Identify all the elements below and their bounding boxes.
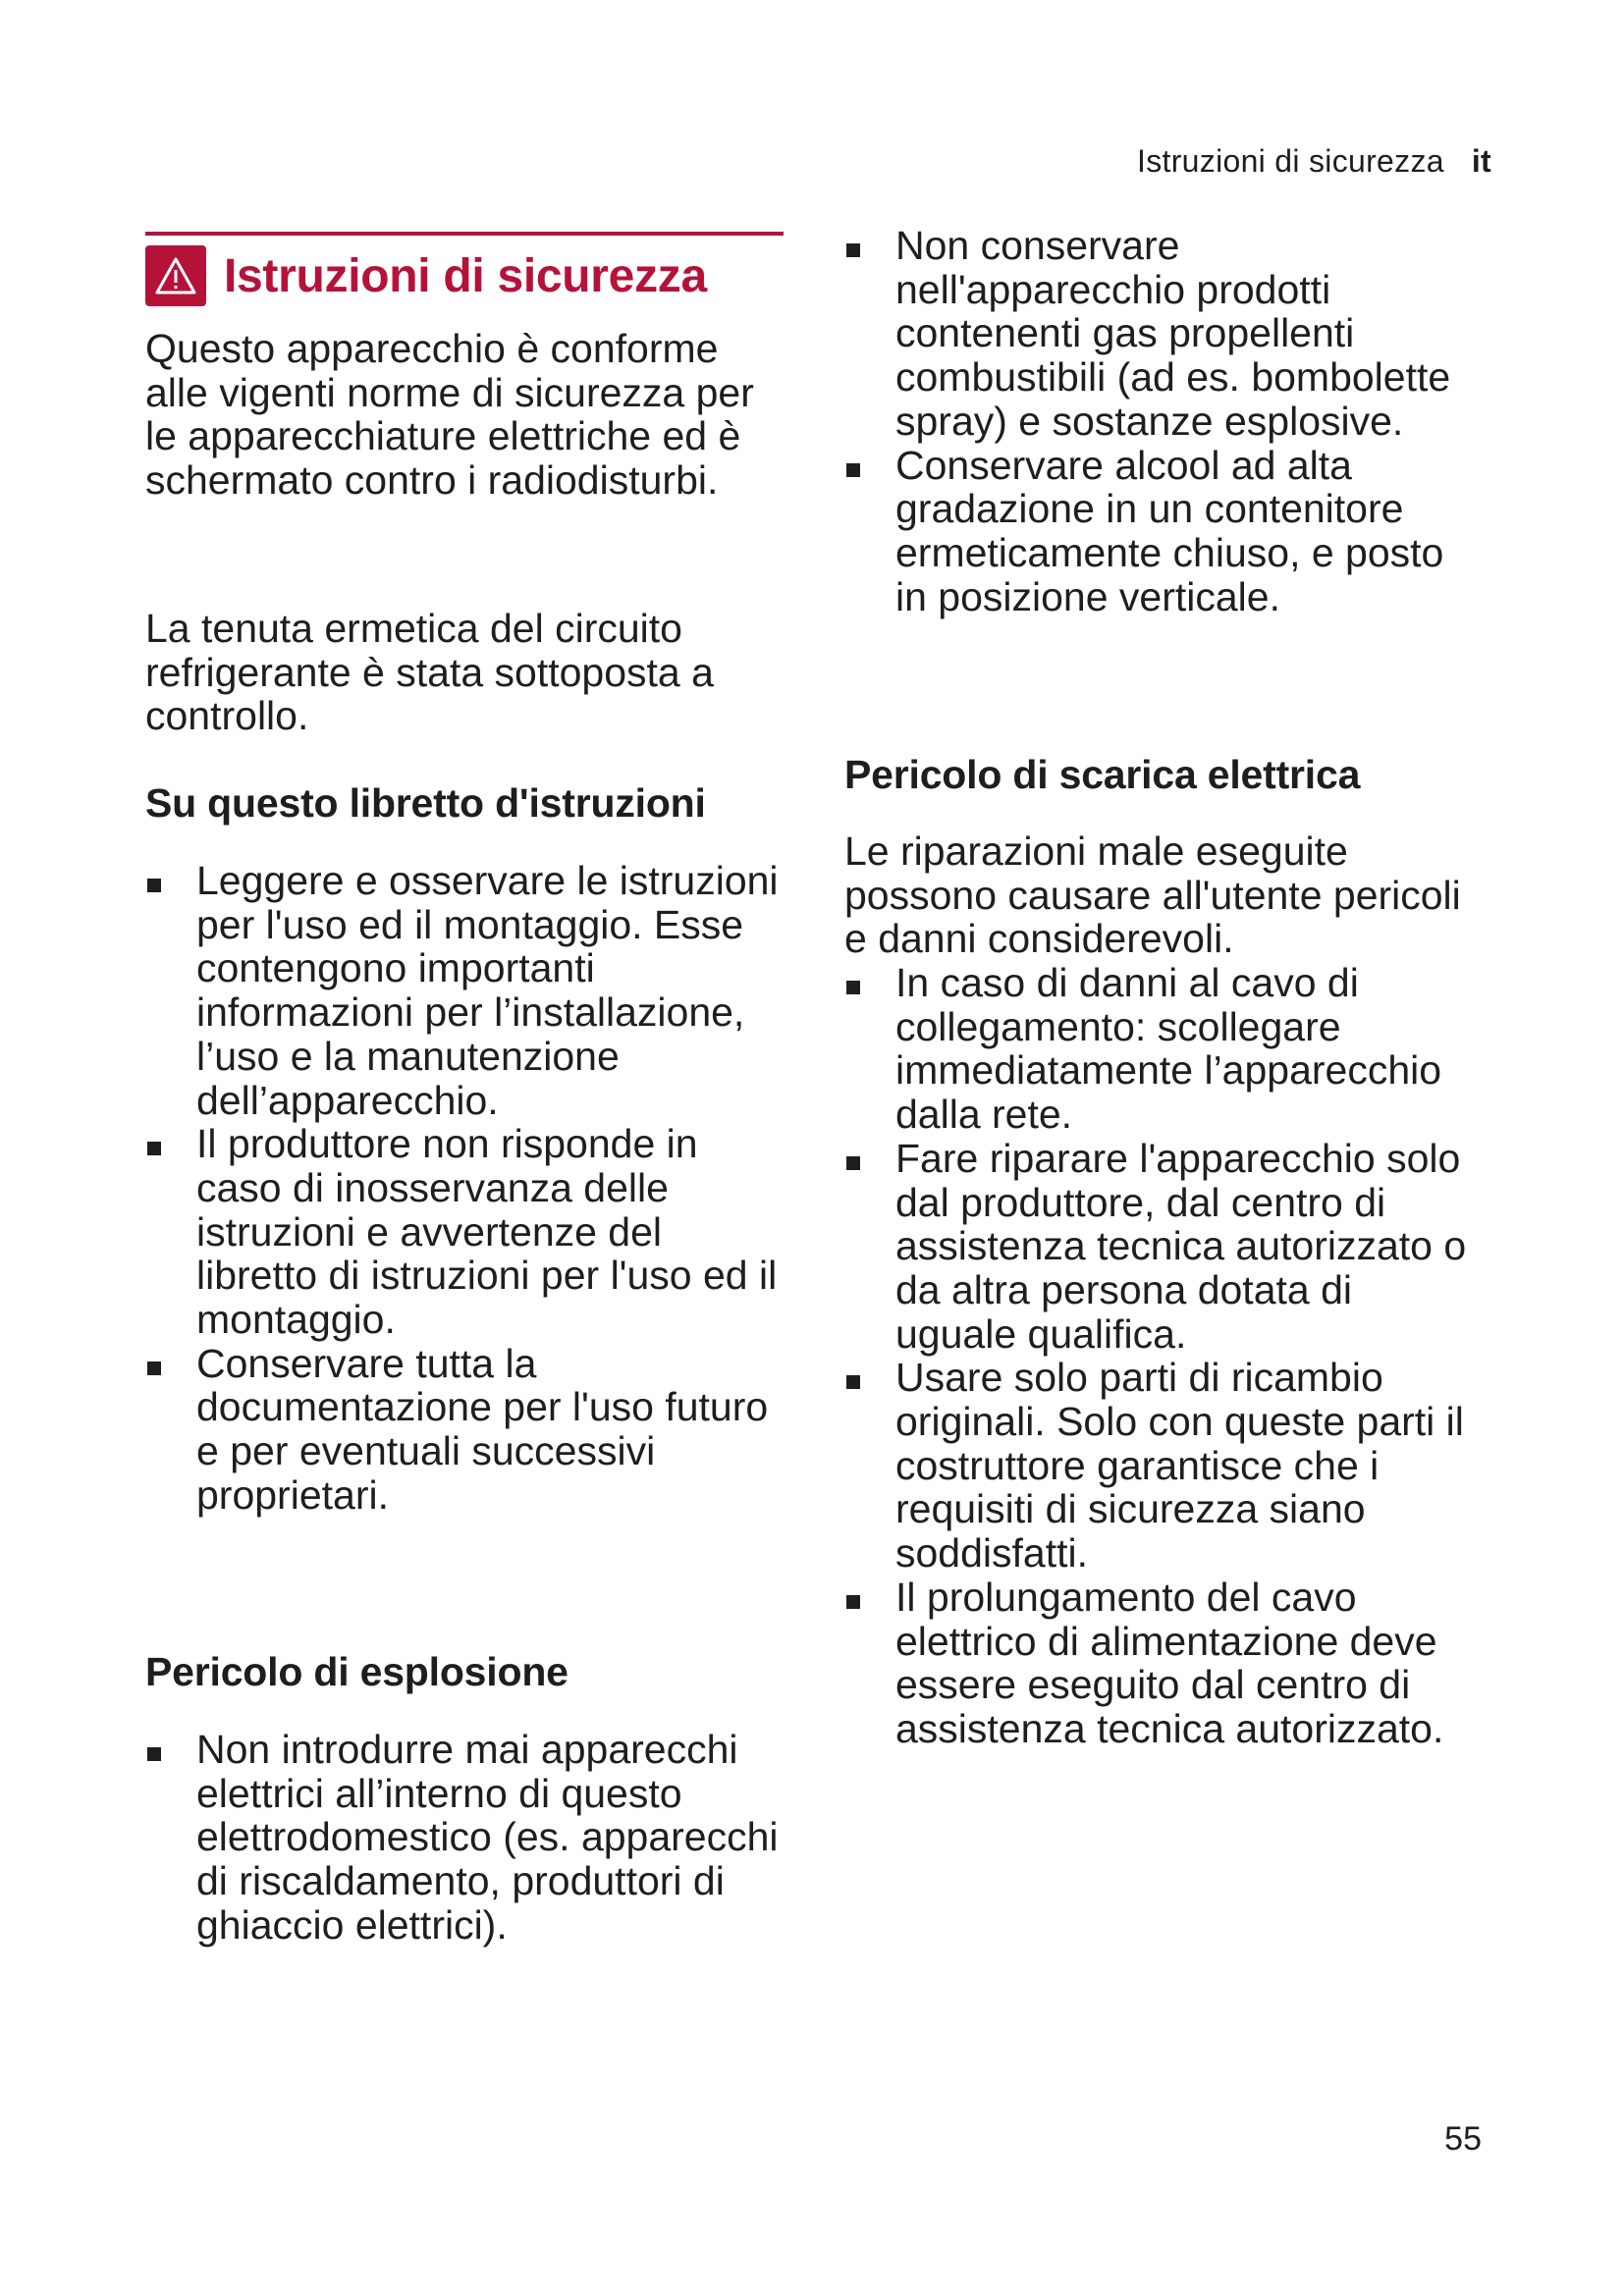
list-item: Non conservare nell'apparecchio prodotti contenenti gas propellenti combustibili (ad es. bombolette spray) e sostanze esplosive. <box>844 224 1473 444</box>
bullet-square-icon <box>846 463 860 477</box>
bullet-square-icon <box>147 1142 161 1155</box>
list-item: Usare solo parti di ricambio originali. Solo con queste parti il costruttore garantisce che i requisiti di sicurezza siano soddisfatti. <box>844 1356 1473 1575</box>
explosion-list-right <box>844 224 1473 618</box>
page-number: 55 <box>1444 2120 1482 2158</box>
list-item: Leggere e osservare le istruzioni per l'uso ed il montaggio. Esse contengono importanti informazioni per l’installazione, l’uso e la manutenzione dell’apparecchio. <box>145 859 793 1122</box>
running-header <box>1137 143 1491 180</box>
list-item: Conservare tutta la documentazione per l'uso futuro e per eventuali successivi proprietari. <box>145 1342 793 1518</box>
language-code: it <box>1471 143 1491 179</box>
warning-triangle-icon <box>145 245 206 306</box>
bullet-square-icon <box>846 1595 860 1609</box>
list-item: Conservare alcool ad alta gradazione in un contenitore ermeticamente chiuso, e posto in posizione verticale. <box>844 444 1473 619</box>
electric-intro-paragraph: Le riparazioni male eseguite possono causare all'utente pericoli e danni considerevoli. <box>844 828 1461 962</box>
section-title <box>145 232 784 306</box>
list-item: In caso di danni al cavo di collegamento: scollegare immediatamente l’apparecchio dalla rete. <box>844 961 1473 1137</box>
intro-paragraph-2: La tenuta ermetica del circuito refrigerante è stata sottoposta a controllo. <box>145 606 714 739</box>
bullet-square-icon <box>147 1747 161 1761</box>
list-item: Il produttore non risponde in caso di inosservanza delle istruzioni e avvertenze del libretto di istruzioni per l'uso ed il montaggio. <box>145 1122 793 1342</box>
list-item: Non introdurre mai apparecchi elettrici all’interno di questo elettrodomestico (es. apparecchi di riscaldamento, produttori di ghiaccio elettrici). <box>145 1728 793 1948</box>
bullet-square-icon <box>147 879 161 892</box>
explosion-section-heading: Pericolo di esplosione <box>145 1649 568 1694</box>
explosion-list-left <box>145 1728 793 1948</box>
intro-paragraph-1: Questo apparecchio è conforme alle vigenti norme di sicurezza per le apparecchiature elettriche ed è schermato contro i radiodisturbi. <box>145 326 754 504</box>
running-header-section: Istruzioni di sicurezza <box>1137 143 1444 179</box>
electric-section-heading: Pericolo di scarica elettrica <box>844 752 1361 797</box>
bullet-square-icon <box>846 243 860 257</box>
list-item: Il prolungamento del cavo elettrico di alimentazione deve essere eseguito dal centro di assistenza tecnica autorizzato. <box>844 1575 1473 1751</box>
list-item: Fare riparare l'apparecchio solo dal produttore, dal centro di assistenza tecnica autorizzato o da altra persona dotata di uguale qualifica. <box>844 1137 1473 1357</box>
manual-section-heading: Su questo libretto d'istruzioni <box>145 780 706 826</box>
manual-section-list <box>145 859 793 1518</box>
bullet-square-icon <box>846 981 860 994</box>
page-title: Istruzioni di sicurezza <box>224 249 707 302</box>
bullet-square-icon <box>147 1362 161 1375</box>
electric-section-list <box>844 961 1473 1751</box>
bullet-square-icon <box>846 1156 860 1170</box>
bullet-square-icon <box>846 1375 860 1389</box>
